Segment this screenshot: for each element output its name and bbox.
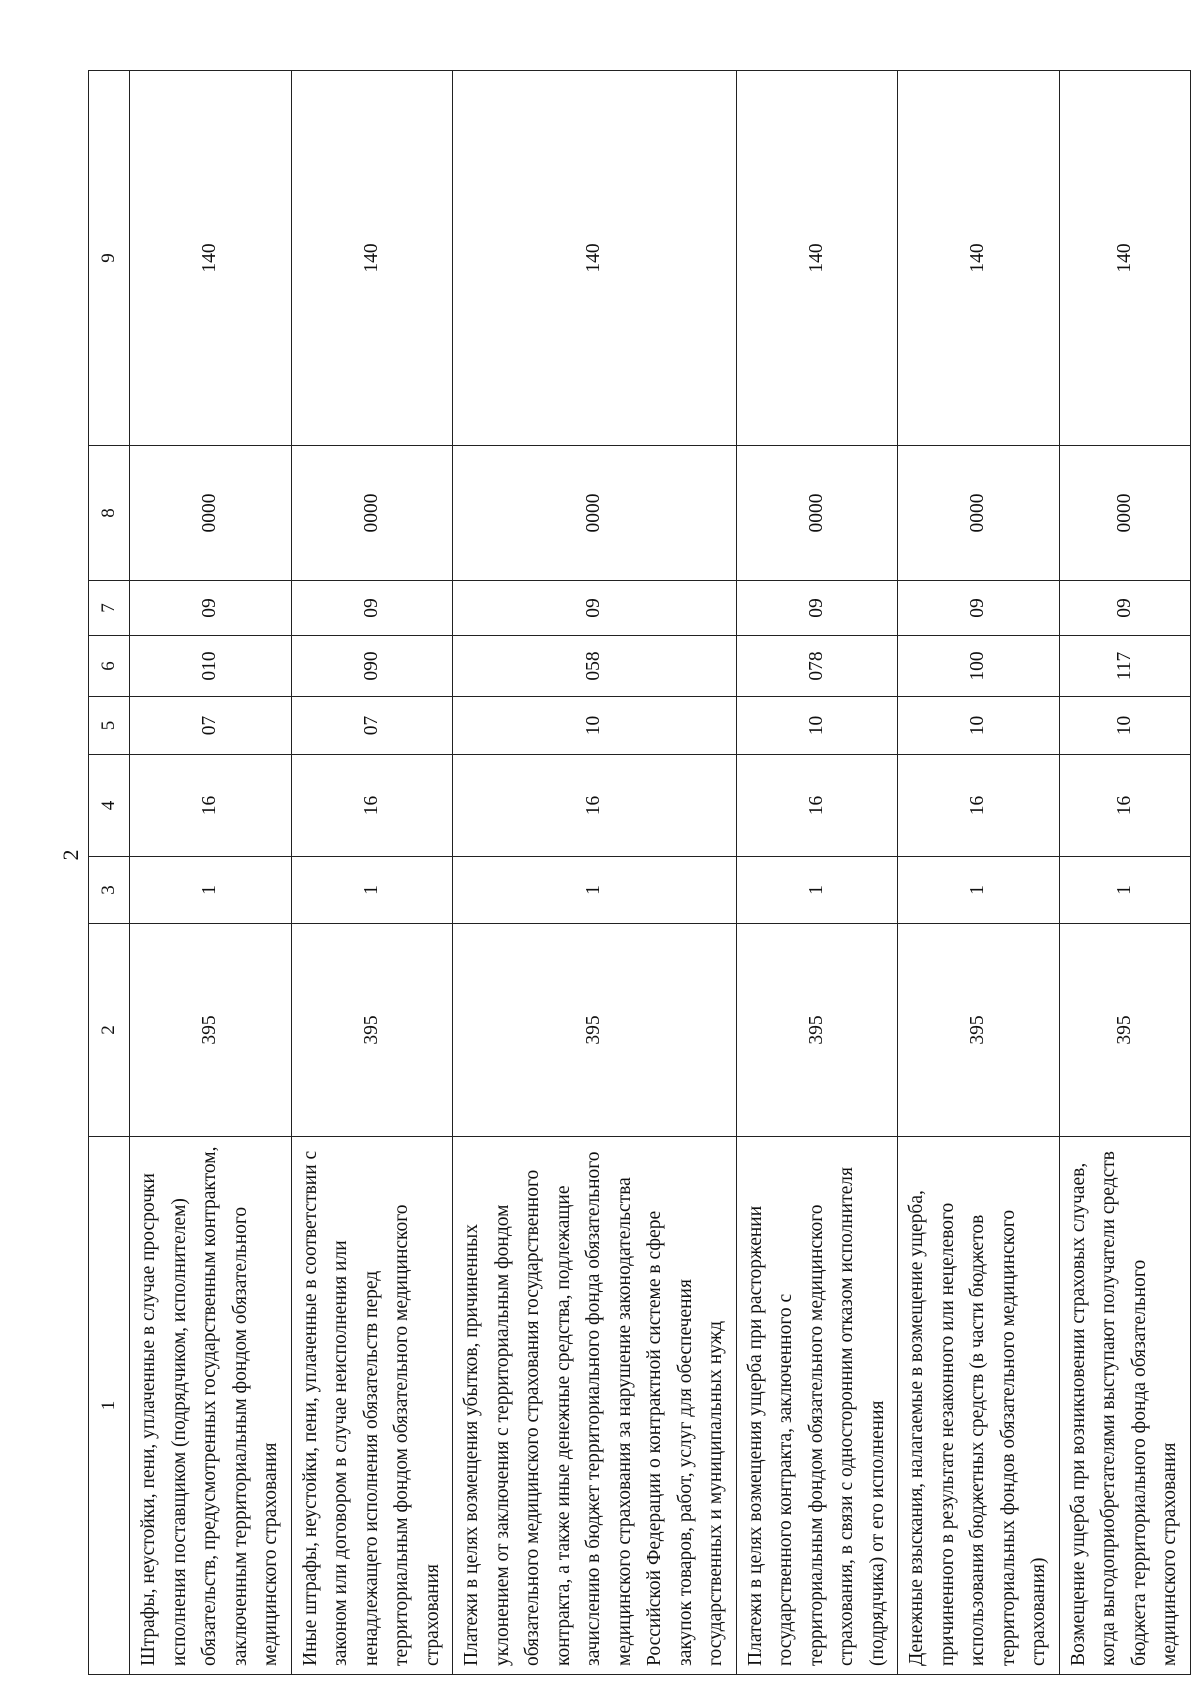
- cell-col-4: 16: [898, 755, 1060, 857]
- row-description: Платежи в целях возмещения убытков, причиненных уклонением от заключения с территориальным фондом обязательного медицинского страхования государственного контракта, а также иные денежные средства, подлежащие зачислению в бюджет территориального фонда обязательного медицинского страхования за нарушение законодательства Российской Федерации о контрактной системе в сфере закупок товаров, работ, услуг для обеспечения государственных и муниципальных нужд: [453, 1137, 737, 1675]
- cell-col-2: 395: [1059, 924, 1190, 1137]
- cell-col-9: 140: [291, 71, 453, 446]
- column-header: 7: [89, 581, 130, 636]
- cell-col-4: 16: [130, 755, 292, 857]
- cell-col-6: 100: [898, 636, 1060, 697]
- table-row: [130, 71, 292, 1675]
- column-header: 4: [89, 755, 130, 857]
- cell-col-6: 078: [736, 636, 898, 697]
- cell-col-5: 10: [736, 697, 898, 755]
- column-header: 1: [89, 1137, 130, 1675]
- cell-col-2: 395: [898, 924, 1060, 1137]
- cell-col-9: 140: [130, 71, 292, 446]
- cell-col-9: 140: [453, 71, 737, 446]
- page-number: 2: [58, 849, 83, 861]
- table-row: [736, 71, 898, 1675]
- column-header: 8: [89, 446, 130, 581]
- cell-col-8: 0000: [898, 446, 1060, 581]
- row-description: Денежные взыскания, налагаемые в возмещение ущерба, причиненного в результате незаконного или нецелевого использования бюджетных средств (в части бюджетов территориальных фондов обязательного медицинского страхования): [898, 1137, 1060, 1675]
- cell-col-7: 09: [291, 581, 453, 636]
- cell-col-4: 16: [291, 755, 453, 857]
- cell-col-7: 09: [736, 581, 898, 636]
- row-description: Возмещение ущерба при возникновении страховых случаев, когда выгодоприобретателями выступают получатели средств бюджета территориального фонда обязательного медицинского страхования: [1059, 1137, 1190, 1675]
- cell-col-3: 1: [736, 857, 898, 924]
- cell-col-7: 09: [453, 581, 737, 636]
- cell-col-5: 07: [130, 697, 292, 755]
- column-header: 2: [89, 924, 130, 1137]
- cell-col-3: 1: [291, 857, 453, 924]
- cell-col-9: 140: [898, 71, 1060, 446]
- cell-col-2: 395: [736, 924, 898, 1137]
- cell-col-2: 395: [453, 924, 737, 1137]
- cell-col-4: 16: [1059, 755, 1190, 857]
- cell-col-9: 140: [1059, 71, 1190, 446]
- cell-col-8: 0000: [453, 446, 737, 581]
- cell-col-5: 10: [898, 697, 1060, 755]
- cell-col-4: 16: [736, 755, 898, 857]
- cell-col-2: 395: [130, 924, 292, 1137]
- cell-col-4: 16: [453, 755, 737, 857]
- row-description: Штрафы, неустойки, пени, уплаченные в случае просрочки исполнения поставщиком (подрядчиком, исполнителем) обязательств, предусмотренных государственным контрактом, заключенным территориальным фондом обязательного медицинского страхования: [130, 1137, 292, 1675]
- cell-col-8: 0000: [130, 446, 292, 581]
- rotated-table-container: [88, 71, 1180, 1675]
- cell-col-3: 1: [898, 857, 1060, 924]
- column-header: 5: [89, 697, 130, 755]
- cell-col-6: 058: [453, 636, 737, 697]
- column-header: 6: [89, 636, 130, 697]
- table-row: [1059, 71, 1190, 1675]
- column-header: 3: [89, 857, 130, 924]
- cell-col-7: 09: [1059, 581, 1190, 636]
- column-header: 9: [89, 71, 130, 446]
- cell-col-2: 395: [291, 924, 453, 1137]
- row-description: Иные штрафы, неустойки, пени, уплаченные в соответствии с законом или договором в случае неисполнения или ненадлежащего исполнения обязательств перед территориальным фондом обязательного медицинского страхования: [291, 1137, 453, 1675]
- cell-col-5: 10: [1059, 697, 1190, 755]
- cell-col-3: 1: [453, 857, 737, 924]
- cell-col-8: 0000: [291, 446, 453, 581]
- table-row: [898, 71, 1060, 1675]
- cell-col-6: 090: [291, 636, 453, 697]
- cell-col-6: 117: [1059, 636, 1190, 697]
- cell-col-6: 010: [130, 636, 292, 697]
- table-header-row: [89, 71, 130, 1675]
- row-description: Платежи в целях возмещения ущерба при расторжении государственного контракта, заключенного с территориальным фондом обязательного медицинского страхования, в связи с односторонним отказом исполнителя (подрядчика) от его исполнения: [736, 1137, 898, 1675]
- cell-col-7: 09: [898, 581, 1060, 636]
- cell-col-7: 09: [130, 581, 292, 636]
- cell-col-5: 10: [453, 697, 737, 755]
- cell-col-3: 1: [130, 857, 292, 924]
- table-row: [453, 71, 737, 1675]
- cell-col-5: 07: [291, 697, 453, 755]
- table-row: [291, 71, 453, 1675]
- budget-codes-table: [88, 70, 1191, 1675]
- cell-col-8: 0000: [1059, 446, 1190, 581]
- cell-col-9: 140: [736, 71, 898, 446]
- cell-col-8: 0000: [736, 446, 898, 581]
- cell-col-3: 1: [1059, 857, 1190, 924]
